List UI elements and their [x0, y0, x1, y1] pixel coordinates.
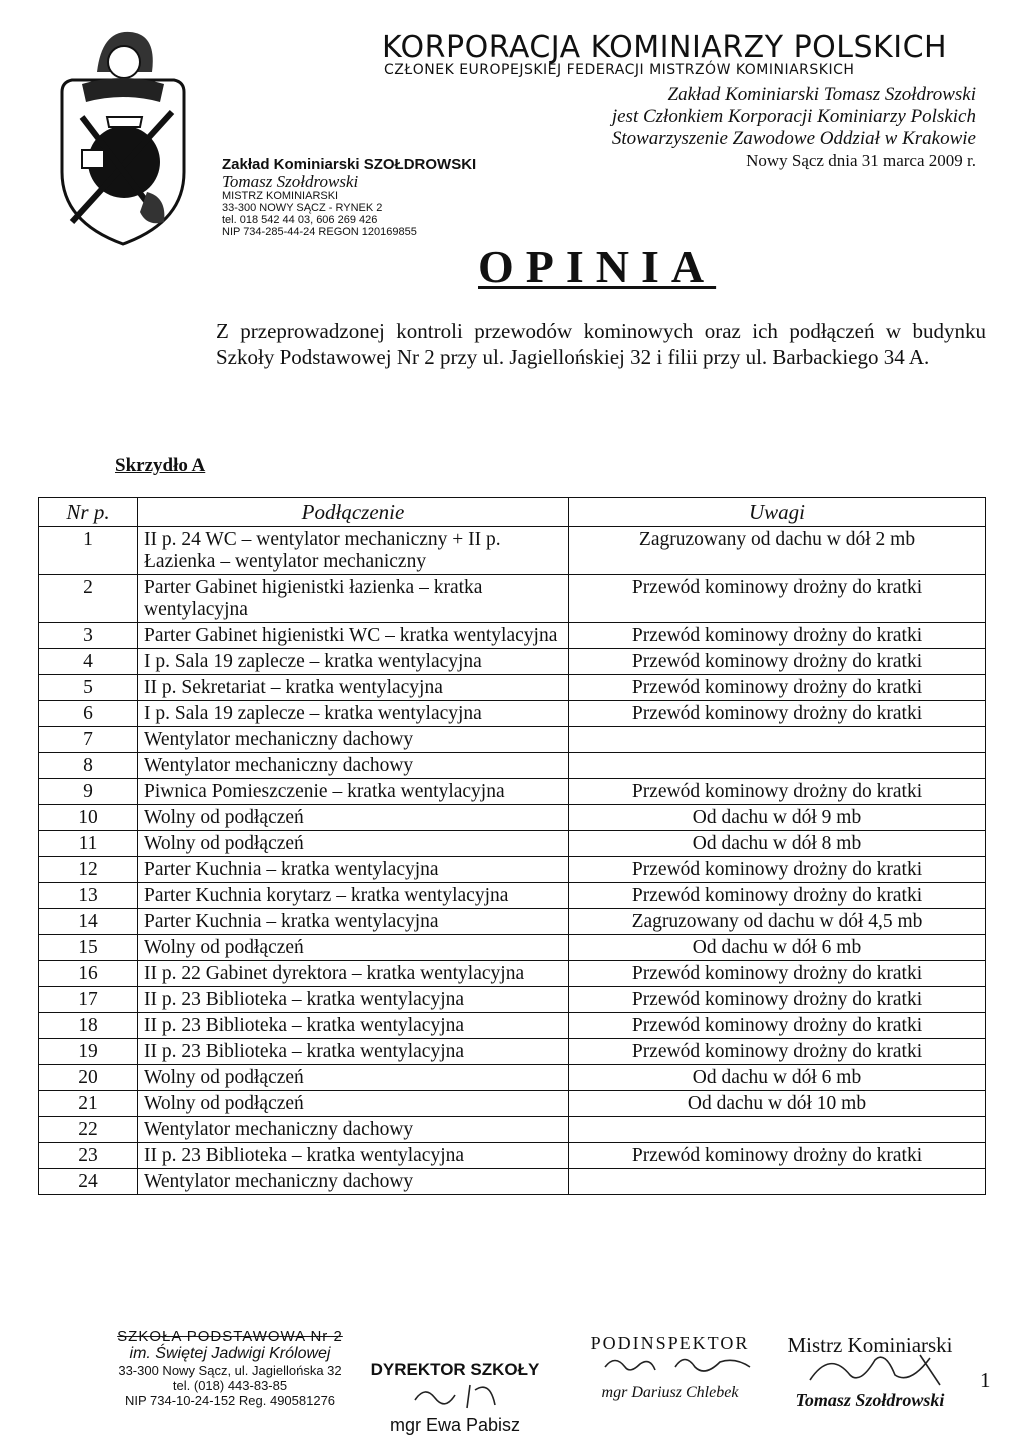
company-line: Stowarzyszenie Zawodowe Oddział w Krakowie	[611, 128, 976, 149]
connection-cell: Parter Kuchnia korytarz – kratka wentylacyjna	[138, 883, 569, 909]
organization-name: KORPORACJA KOMINIARZY POLSKICH	[382, 30, 948, 65]
connection-cell: II p. 24 WC – wentylator mechaniczny + II p. Łazienka – wentylator mechaniczny	[138, 527, 569, 575]
remarks-cell	[569, 1169, 986, 1195]
remarks-cell: Od dachu w dół 8 mb	[569, 831, 986, 857]
row-number: 2	[39, 575, 138, 623]
remarks-cell: Zagruzowany od dachu w dół 4,5 mb	[569, 909, 986, 935]
page-number: 1	[980, 1368, 991, 1392]
director-title: DYREKTOR SZKOŁY	[370, 1360, 540, 1379]
connection-cell: II p. 23 Biblioteka – kratka wentylacyjna	[138, 1013, 569, 1039]
table-row	[39, 701, 986, 727]
stamp-line: tel. 018 542 44 03, 606 269 426	[222, 214, 378, 226]
company-line: Zakład Kominiarski Tomasz Szołdrowski	[667, 84, 976, 105]
connection-cell: II p. 23 Biblioteka – kratka wentylacyjna	[138, 1143, 569, 1169]
remarks-cell: Przewód kominowy drożny do kratki	[569, 649, 986, 675]
row-number: 19	[39, 1039, 138, 1065]
connection-cell: Piwnica Pomieszczenie – kratka wentylacyjna	[138, 779, 569, 805]
row-number: 24	[39, 1169, 138, 1195]
connection-cell: Parter Gabinet higienistki WC – kratka wentylacyjna	[138, 623, 569, 649]
row-number: 7	[39, 727, 138, 753]
remarks-cell: Od dachu w dół 6 mb	[569, 935, 986, 961]
table-row	[39, 831, 986, 857]
connection-cell: Wentylator mechaniczny dachowy	[138, 1117, 569, 1143]
master-signature	[800, 1350, 950, 1390]
intro-paragraph: Z przeprowadzonej kontroli przewodów kominowych oraz ich podłączeń w budynku Szkoły Podstawowej Nr 2 przy ul. Jagiellońskiej 32 i filii przy ul. Barbackiego 34 A.	[216, 319, 986, 369]
document-title: OPINIA	[478, 241, 717, 292]
row-number: 10	[39, 805, 138, 831]
remarks-cell: Przewód kominowy drożny do kratki	[569, 675, 986, 701]
table-row	[39, 753, 986, 779]
stamp-line: NIP 734-285-44-24 REGON 120169855	[222, 226, 417, 238]
connection-cell: Wolny od podłączeń	[138, 1091, 569, 1117]
row-number: 11	[39, 831, 138, 857]
section-heading: Skrzydło A	[115, 455, 206, 476]
remarks-cell: Od dachu w dół 10 mb	[569, 1091, 986, 1117]
row-number: 17	[39, 987, 138, 1013]
inspector-title: PODINSPEKTOR	[590, 1333, 750, 1353]
row-number: 12	[39, 857, 138, 883]
row-number: 16	[39, 961, 138, 987]
stamp-line: Zakład Kominiarski SZOŁDROWSKI	[222, 156, 477, 173]
remarks-cell: Przewód kominowy drożny do kratki	[569, 883, 986, 909]
stamp-line: MISTRZ KOMINIARSKI	[222, 190, 339, 202]
table-header-row	[39, 498, 986, 527]
document-date: Nowy Sącz dnia 31 marca 2009 r.	[746, 151, 976, 170]
table-row	[39, 1091, 986, 1117]
remarks-cell: Przewód kominowy drożny do kratki	[569, 779, 986, 805]
row-number: 4	[39, 649, 138, 675]
row-number: 3	[39, 623, 138, 649]
company-info	[612, 84, 976, 172]
inspector-name: mgr Dariusz Chlebek	[601, 1384, 739, 1401]
connection-cell: II p. 22 Gabinet dyrektora – kratka wentylacyjna	[138, 961, 569, 987]
row-number: 5	[39, 675, 138, 701]
inspector-signature	[600, 1352, 760, 1382]
school-stamp-line: 33-300 Nowy Sącz, ul. Jagiellońska 32	[118, 1363, 342, 1378]
table-row	[39, 1065, 986, 1091]
master-title: Mistrz Kominiarski	[787, 1333, 953, 1357]
connection-cell: Parter Kuchnia – kratka wentylacyjna	[138, 857, 569, 883]
remarks-cell: Przewód kominowy drożny do kratki	[569, 623, 986, 649]
row-number: 6	[39, 701, 138, 727]
table-row	[39, 857, 986, 883]
remarks-cell: Od dachu w dół 6 mb	[569, 1065, 986, 1091]
director-name: mgr Ewa Pabisz	[389, 1415, 521, 1435]
table-row	[39, 961, 986, 987]
remarks-cell	[569, 1117, 986, 1143]
remarks-cell: Przewód kominowy drożny do kratki	[569, 961, 986, 987]
remarks-cell	[569, 753, 986, 779]
table-row	[39, 727, 986, 753]
master-name: Tomasz Szołdrowski	[795, 1390, 945, 1410]
remarks-cell: Przewód kominowy drożny do kratki	[569, 857, 986, 883]
row-number: 9	[39, 779, 138, 805]
table-row	[39, 575, 986, 623]
school-stamp-line: SZKOŁA PODSTAWOWA Nr 2	[117, 1328, 343, 1345]
remarks-cell	[569, 727, 986, 753]
connection-cell: Wolny od podłączeń	[138, 805, 569, 831]
table-row	[39, 527, 986, 575]
stamp-line: 33-300 NOWY SĄCZ - RYNEK 2	[222, 202, 383, 214]
school-stamp-line: im. Świętej Jadwigi Królowej	[129, 1345, 331, 1362]
connection-cell: Parter Gabinet higienistki łazienka – kratka wentylacyjna	[138, 575, 569, 623]
remarks-cell: Przewód kominowy drożny do kratki	[569, 1013, 986, 1039]
table-row	[39, 1143, 986, 1169]
inspection-table	[38, 497, 986, 1195]
row-number: 1	[39, 527, 138, 575]
connection-cell: II p. 23 Biblioteka – kratka wentylacyjna	[138, 987, 569, 1013]
school-stamp-line: NIP 734-10-24-152 Reg. 490581276	[124, 1393, 336, 1408]
row-number: 14	[39, 909, 138, 935]
stamp-line: Tomasz Szołdrowski	[222, 172, 359, 191]
table-row	[39, 883, 986, 909]
connection-cell: I p. Sala 19 zaplecze – kratka wentylacyjna	[138, 701, 569, 727]
table-row	[39, 675, 986, 701]
row-number: 8	[39, 753, 138, 779]
connection-cell: II p. Sekretariat – kratka wentylacyjna	[138, 675, 569, 701]
remarks-cell: Przewód kominowy drożny do kratki	[569, 1143, 986, 1169]
table-row	[39, 1039, 986, 1065]
connection-cell: Wolny od podłączeń	[138, 831, 569, 857]
connection-cell: II p. 23 Biblioteka – kratka wentylacyjna	[138, 1039, 569, 1065]
connection-cell: Parter Kuchnia – kratka wentylacyjna	[138, 909, 569, 935]
connection-cell: Wolny od podłączeń	[138, 1065, 569, 1091]
director-signature	[395, 1380, 515, 1410]
connection-cell: I p. Sala 19 zaplecze – kratka wentylacyjna	[138, 649, 569, 675]
connection-cell: Wentylator mechaniczny dachowy	[138, 753, 569, 779]
row-number: 21	[39, 1091, 138, 1117]
column-header-connection: Podłączenie	[138, 498, 569, 527]
table-row	[39, 1117, 986, 1143]
row-number: 15	[39, 935, 138, 961]
school-stamp	[100, 1328, 360, 1408]
school-stamp-line: tel. (018) 443-83-85	[172, 1378, 288, 1393]
row-number: 23	[39, 1143, 138, 1169]
table-row	[39, 649, 986, 675]
table-row	[39, 623, 986, 649]
table-row	[39, 1013, 986, 1039]
director-signature-block	[355, 1360, 555, 1436]
row-number: 18	[39, 1013, 138, 1039]
remarks-cell: Od dachu w dół 9 mb	[569, 805, 986, 831]
remarks-cell: Przewód kominowy drożny do kratki	[569, 575, 986, 623]
connection-cell: Wentylator mechaniczny dachowy	[138, 727, 569, 753]
table-row	[39, 779, 986, 805]
remarks-cell: Przewód kominowy drożny do kratki	[569, 987, 986, 1013]
organization-subtitle: CZŁONEK EUROPEJSKIEJ FEDERACJI MISTRZÓW KOMINIARSKICH	[384, 62, 855, 78]
row-number: 22	[39, 1117, 138, 1143]
table-row	[39, 909, 986, 935]
company-stamp	[222, 156, 487, 238]
column-header-nr: Nr p.	[39, 498, 138, 527]
remarks-cell: Przewód kominowy drożny do kratki	[569, 701, 986, 727]
table-row	[39, 1169, 986, 1195]
row-number: 13	[39, 883, 138, 909]
table-row	[39, 935, 986, 961]
connection-cell: Wentylator mechaniczny dachowy	[138, 1169, 569, 1195]
connection-cell: Wolny od podłączeń	[138, 935, 569, 961]
table-row	[39, 987, 986, 1013]
chimney-sweep-logo	[52, 22, 194, 248]
table-row	[39, 805, 986, 831]
column-header-remarks: Uwagi	[569, 498, 986, 527]
remarks-cell: Zagruzowany od dachu w dół 2 mb	[569, 527, 986, 575]
company-line: jest Członkiem Korporacji Kominiarzy Polskich	[611, 106, 976, 127]
remarks-cell: Przewód kominowy drożny do kratki	[569, 1039, 986, 1065]
row-number: 20	[39, 1065, 138, 1091]
